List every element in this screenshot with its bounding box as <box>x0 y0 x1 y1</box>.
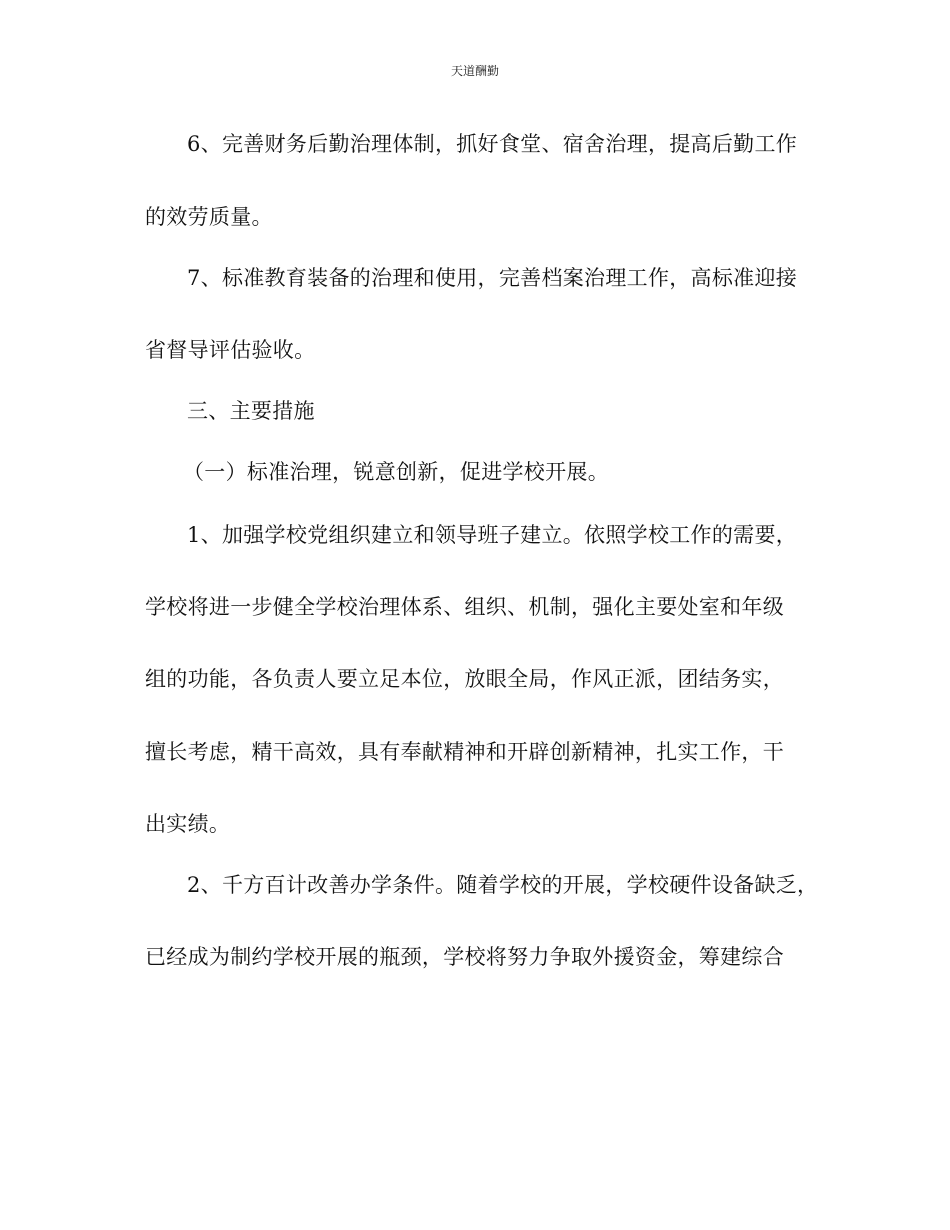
subsection-heading: （一）标准治理，锐意创新，促进学校开展。 <box>183 460 609 484</box>
paragraph-line: 的效劳质量。 <box>145 205 273 229</box>
paragraph-line: 7、标准教育装备的治理和使用，完善档案治理工作，高标准迎接 <box>187 266 798 290</box>
paragraph-line: 6、完善财务后勤治理体制，抓好食堂、宿舍治理，提高后勤工作 <box>187 132 798 156</box>
paragraph-line: 1、加强学校党组织建立和领导班子建立。依照学校工作的需要， <box>187 523 798 547</box>
paragraph-line: 学校将进一步健全学校治理体系、组织、机制，强化主要处室和年级 <box>145 595 784 619</box>
paragraph-line: 已经成为制约学校开展的瓶颈，学校将努力争取外援资金，筹建综合 <box>145 945 784 969</box>
page-header: 天道酬勤 <box>450 64 499 78</box>
paragraph-line: 出实绩。 <box>145 812 231 836</box>
paragraph-line: 擅长考虑，精干高效，具有奉献精神和开辟创新精神，扎实工作，干 <box>145 740 784 764</box>
paragraph-line: 2、千方百计改善办学条件。随着学校的开展，学校硬件设备缺乏， <box>187 873 819 897</box>
section-heading: 三、主要措施 <box>187 399 315 423</box>
paragraph-line: 组的功能，各负责人要立足本位，放眼全局，作风正派，团结务实， <box>145 667 784 691</box>
paragraph-line: 省督导评估验收。 <box>145 338 316 362</box>
